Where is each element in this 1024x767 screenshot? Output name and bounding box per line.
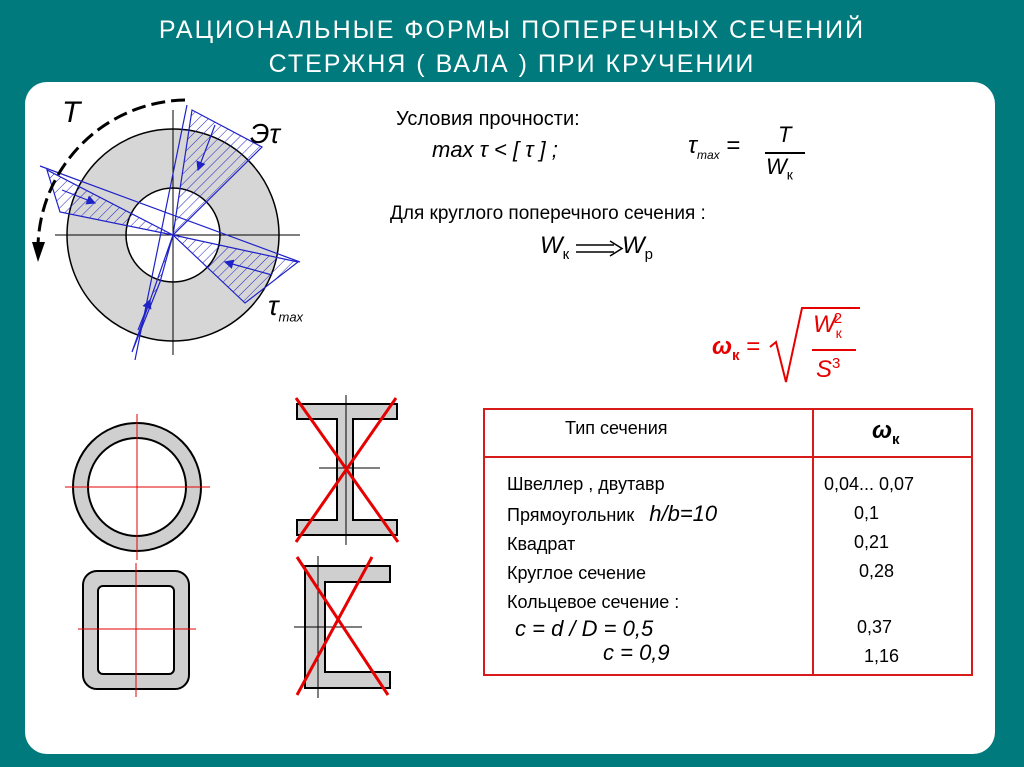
table-body-row — [484, 457, 972, 675]
row-label: c = 0,9 — [603, 640, 670, 665]
row-label: Круглое сечение — [507, 563, 646, 583]
stress-diagram-label: Эτ — [250, 118, 280, 149]
circular-wk: $W_к$ — [540, 232, 570, 263]
torque-label: T — [62, 96, 81, 129]
tau-formula-lhs: τ — [688, 132, 697, 159]
tau-max-label: $\tau_{max}$ — [268, 290, 304, 325]
title-line-2: СТЕРЖНЯ ( ВАЛА ) ПРИ КРУЧЕНИИ — [268, 50, 756, 78]
circular-heading: Для круглого поперечного сечения : — [390, 203, 706, 224]
row-value: 0,04... 0,07 — [824, 474, 915, 494]
col2-header: $\omega_к$ — [872, 417, 900, 448]
table-header-row — [484, 409, 972, 457]
values-cell — [813, 457, 972, 675]
row-value: 0,1 — [854, 503, 880, 523]
strength-heading: Условия прочности: — [396, 108, 580, 130]
row-label: Прямоугольник h/b=10 — [507, 501, 718, 526]
title-line-1: РАЦИОНАЛЬНЫЕ ФОРМЫ ПОПЕРЕЧНЫХ СЕЧЕНИЙ — [158, 16, 866, 44]
omega-lhs: $\omega_к$ = — [712, 333, 761, 364]
row-label: Кольцевое сечение : — [507, 592, 680, 612]
tau-formula: $\tau_{max}$ = — [688, 132, 741, 162]
col1-header-cell — [484, 409, 813, 457]
tau-formula-denominator: $W_к$ — [766, 154, 793, 183]
omega-numerator: $W_к^2$ — [813, 310, 843, 341]
row-value: 0,21 — [854, 532, 890, 552]
row-value: 0,28 — [859, 561, 895, 581]
tau-formula-numerator: T — [778, 122, 792, 147]
col1-header: Тип сечения — [565, 418, 668, 438]
circular-wp: $W_p$ — [622, 232, 653, 263]
labels-cell — [484, 457, 813, 675]
row-label: Швеллер , двутавр — [507, 474, 665, 494]
row-value — [824, 586, 971, 613]
omega-denominator: $S^3$ — [816, 355, 841, 383]
row-label: c = d / D = 0,5 — [515, 616, 654, 641]
strength-condition: max τ < [ τ ] ; — [432, 137, 558, 162]
row-value: 1,16 — [864, 646, 900, 666]
section-types-table — [483, 408, 973, 676]
row-label: Квадрат — [507, 534, 576, 554]
row-value: 0,37 — [857, 617, 893, 637]
col2-header-cell — [813, 409, 972, 457]
